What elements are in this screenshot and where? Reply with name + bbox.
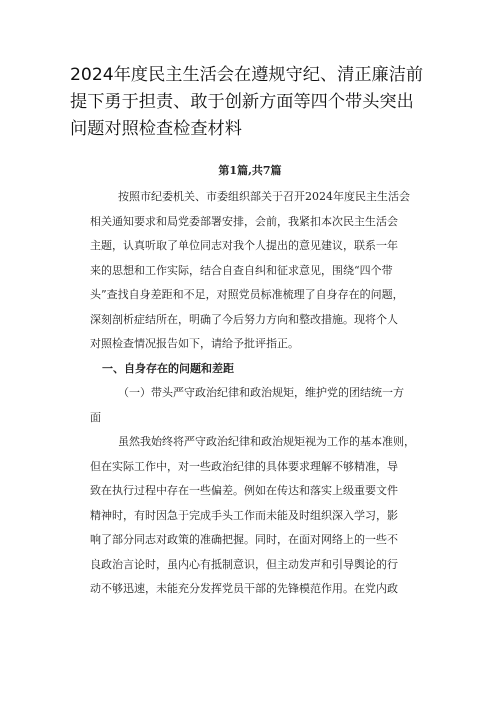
document-title <box>70 62 440 143</box>
paragraph-line: 致在执行过程中存在一些偏差。例如在传达和落实上级重要文件 <box>90 484 398 497</box>
section-heading: 一、自身存在的问题和差距 <box>102 361 234 375</box>
paragraph-line: 来的思想和工作实际，结合自查自纠和征求意见，围绕“四个带 <box>90 263 393 277</box>
document-body <box>90 185 440 602</box>
paragraph-line: 头”查找自身差距和不足，对照党员标准梳理了自身存在的问题， <box>90 288 404 301</box>
paragraph-line: 主题，认真听取了单位同志对我个人提出的意见建议，联系一年 <box>90 239 398 252</box>
title-line: 2024年度民主生活会在遵规守纪、清正廉洁前 <box>70 65 424 85</box>
paragraph-line: 精神时，有时因急于完成手头工作而未能及时组织深入学习，影 <box>90 508 398 522</box>
title-line: 提下勇于担责、敢于创新方面等四个带头突出 <box>70 92 414 112</box>
title-line: 问题对照检查检查材料 <box>70 119 242 139</box>
paragraph-line: 相关通知要求和局党委部署安排，会前，我紧扣本次民主生活会 <box>90 214 398 228</box>
paragraph-line: 虽然我始终将严守政治纪律和政治规矩视为工作的基本准则， <box>118 435 415 448</box>
paragraph-line: 但在实际工作中，对一些政治纪律的具体要求理解不够精准，导 <box>90 459 398 473</box>
paragraph-line: 良政治言论时，虽内心有抵制意识，但主动发声和引导舆论的行 <box>90 557 398 571</box>
paragraph-line: 深刻剖析症结所在，明确了今后努力方向和整改措施。现将个人 <box>90 312 398 326</box>
paragraph-line: 响了部分同志对政策的准确把握。同时，在面对网络上的一些不 <box>90 533 398 546</box>
paragraph-line: 按照市纪委机关、市委组织部关于召开2024年度民主生活会 <box>118 190 410 203</box>
paragraph-line: 动不够迅速，未能充分发挥党员干部的先锋模范作用。在党内政 <box>90 582 398 595</box>
subsection-heading-continuation: 面 <box>90 410 101 424</box>
paragraph-line: 对照检查情况报告如下，请给予批评指正。 <box>90 337 299 350</box>
document-part-indicator: 第1篇,共7篇 <box>218 164 282 177</box>
subsection-heading: （一）带头严守政治纪律和政治规矩，维护党的团结统一方 <box>118 386 404 399</box>
